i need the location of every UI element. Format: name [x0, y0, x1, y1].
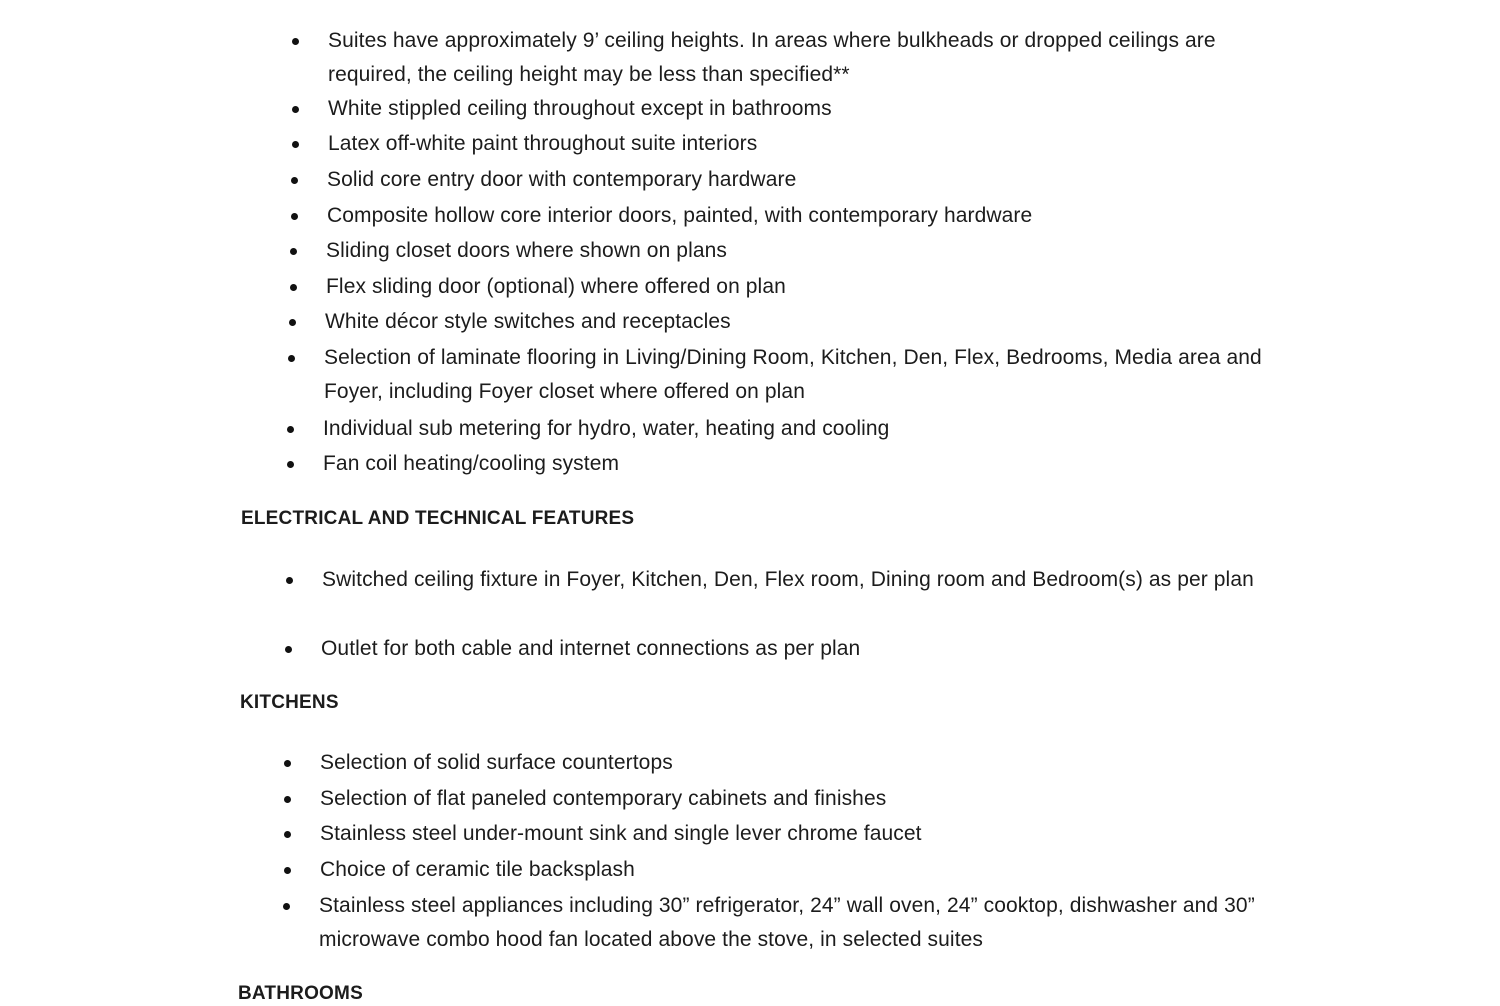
list-item-text: White décor style switches and receptacles	[325, 310, 731, 333]
bullet-icon	[285, 646, 292, 653]
list-item-text: Composite hollow core interior doors, painted, with contemporary hardware	[327, 204, 1033, 227]
list-item	[321, 632, 1271, 666]
list-item-text: Suites have approximately 9’ ceiling heights. In areas where bulkheads or dropped ceilings are required, the ceiling height may be less than specified**	[328, 29, 1216, 86]
bullet-icon	[284, 796, 291, 803]
bullet-icon	[288, 355, 295, 362]
list-item-text: Latex off-white paint throughout suite interiors	[328, 132, 758, 155]
bullet-icon	[292, 141, 299, 148]
list-item-text: Stainless steel under-mount sink and single lever chrome faucet	[320, 822, 922, 845]
list-item-text: White stippled ceiling throughout except in bathrooms	[328, 97, 832, 120]
list-item-text: Selection of laminate flooring in Living/Dining Room, Kitchen, Den, Flex, Bedrooms, Media area and Foyer, including Foyer closet where offered on plan	[324, 346, 1262, 403]
list-item	[323, 412, 1273, 446]
list-item	[324, 341, 1284, 409]
bullet-icon	[292, 106, 299, 113]
bullet-icon	[291, 213, 298, 220]
bullet-icon	[291, 177, 298, 184]
section-heading-kitchens: KITCHENS	[240, 692, 339, 713]
list-item	[328, 92, 1278, 126]
bullet-icon	[287, 426, 294, 433]
list-item	[326, 234, 1276, 268]
list-item-text: Solid core entry door with contemporary hardware	[327, 168, 797, 191]
bullet-icon	[284, 867, 291, 874]
bullet-icon	[290, 284, 297, 291]
list-item-text: Flex sliding door (optional) where offered on plan	[326, 275, 786, 298]
list-item	[320, 853, 1270, 887]
list-item-text: Selection of solid surface countertops	[320, 751, 673, 774]
section-heading-electrical: ELECTRICAL AND TECHNICAL FEATURES	[241, 508, 635, 529]
list-item-text: Outlet for both cable and internet connections as per plan	[321, 637, 861, 660]
bullet-icon	[289, 319, 296, 326]
list-item	[327, 199, 1277, 233]
bullet-icon	[284, 760, 291, 767]
list-item	[320, 746, 1270, 780]
list-item	[323, 447, 1273, 481]
list-item-text: Switched ceiling fixture in Foyer, Kitchen, Den, Flex room, Dining room and Bedroom(s) as per plan	[322, 568, 1254, 591]
list-item-text: Choice of ceramic tile backsplash	[320, 858, 635, 881]
bullet-icon	[284, 831, 291, 838]
bullet-icon	[292, 38, 299, 45]
bullet-icon	[283, 903, 290, 910]
list-item-text: Individual sub metering for hydro, water, heating and cooling	[323, 417, 890, 440]
bullet-icon	[286, 577, 293, 584]
bullet-icon	[287, 461, 294, 468]
list-item	[327, 163, 1277, 197]
bullet-icon	[290, 248, 297, 255]
list-item	[319, 889, 1289, 957]
list-item	[328, 127, 1278, 161]
list-item-text: Selection of flat paneled contemporary cabinets and finishes	[320, 787, 887, 810]
list-item-text: Stainless steel appliances including 30” refrigerator, 24” wall oven, 24” cooktop, dishwasher and 30” microwave combo hood fan located above the stove, in selected suites	[319, 894, 1255, 951]
list-item	[322, 563, 1267, 597]
list-item	[326, 270, 1276, 304]
list-item	[320, 817, 1270, 851]
section-heading-bathrooms: BATHROOMS	[238, 983, 363, 1004]
list-item-text: Sliding closet doors where shown on plans	[326, 239, 727, 262]
list-item	[320, 782, 1270, 816]
list-item	[325, 305, 1275, 339]
list-item	[328, 24, 1278, 92]
list-item-text: Fan coil heating/cooling system	[323, 452, 620, 475]
